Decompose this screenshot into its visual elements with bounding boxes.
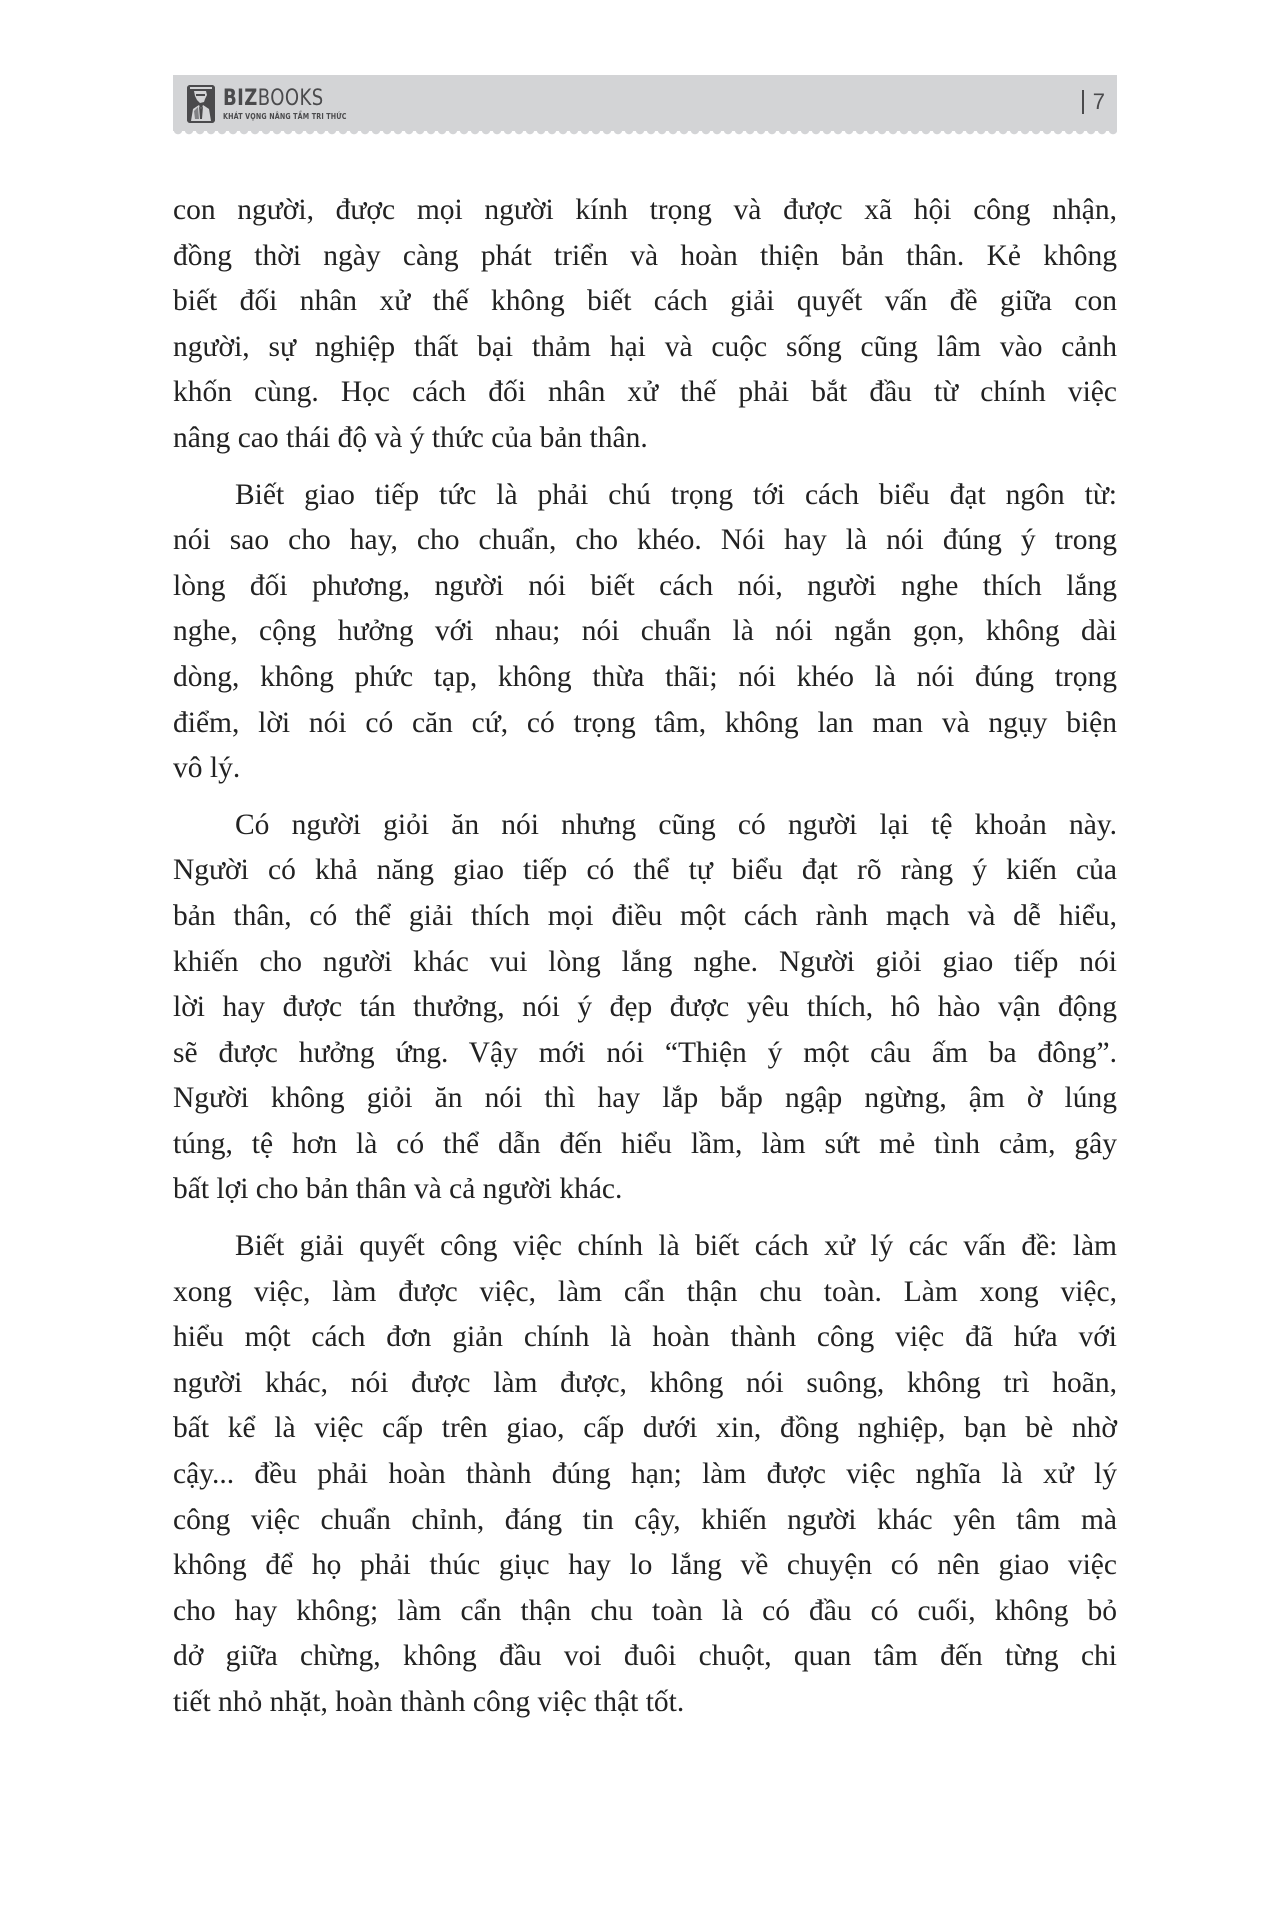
paragraph [173, 1224, 1117, 1726]
text-line: cậy... đều phải hoàn thành đúng hạn; làm được việc nghĩa là xử lý [173, 1458, 1117, 1491]
text-line: Người không giỏi ăn nói thì hay lắp bắp ngập ngừng, ậm ờ lúng [173, 1082, 1117, 1115]
text-line: bất kể là việc cấp trên giao, cấp dưới xin, đồng nghiệp, bạn bè nhờ [173, 1412, 1117, 1445]
brand-name-regular: BOOKS [257, 85, 324, 111]
page-number [1082, 89, 1105, 115]
text-line: sẽ được hưởng ứng. Vậy mới nói “Thiện ý một câu ấm ba đông”. [173, 1036, 1117, 1069]
brand-name [223, 87, 350, 111]
running-header [173, 75, 1117, 131]
paragraph [173, 188, 1117, 462]
text-line: con người, được mọi người kính trọng và được xã hội công nhận, [173, 194, 1117, 226]
bizbooks-logo [187, 81, 378, 127]
text-line: cho hay không; làm cẩn thận chu toàn là có đầu có cuối, không bỏ [173, 1594, 1117, 1627]
text-line: người khác, nói được làm được, không nói suông, không trì hoãn, [173, 1366, 1117, 1399]
text-line: vô lý. [173, 752, 241, 785]
text-line: Người có khả năng giao tiếp có thể tự biểu đạt rõ ràng ý kiến của [173, 854, 1117, 887]
text-line: điểm, lời nói có căn cứ, có trọng tâm, không lan man và ngụy biện [173, 706, 1117, 739]
paragraph [173, 473, 1117, 792]
text-line: Biết giải quyết công việc chính là biết cách xử lý các vấn đề: làm [235, 1230, 1117, 1263]
text-line: dở giữa chừng, không đầu voi đuôi chuột, quan tâm đến từng chi [173, 1640, 1117, 1673]
text-line: túng, tệ hơn là có thể dẫn đến hiểu lầm, làm sứt mẻ tình cảm, gây [173, 1127, 1117, 1160]
text-line: đồng thời ngày càng phát triển và hoàn thiện bản thân. Kẻ không [173, 239, 1117, 272]
text-line: bản thân, có thể giải thích mọi điều một cách rành mạch và dễ hiểu, [173, 899, 1117, 932]
paragraph [173, 803, 1117, 1213]
text-line: bất lợi cho bản thân và cả người khác. [173, 1173, 623, 1206]
text-line: không để họ phải thúc giục hay lo lắng về chuyện có nên giao việc [173, 1549, 1117, 1582]
text-line: khiến cho người khác vui lòng lắng nghe. Người giỏi giao tiếp nói [173, 945, 1117, 978]
text-line: công việc chuẩn chỉnh, đáng tin cậy, khiến người khác yên tâm mà [173, 1503, 1117, 1536]
book-reader-portrait-icon [187, 85, 215, 123]
page-number-divider [1082, 90, 1084, 114]
text-line: hiểu một cách đơn giản chính là hoàn thành công việc đã hứa với [173, 1321, 1117, 1354]
text-line: nghe, cộng hưởng với nhau; nói chuẩn là nói ngắn gọn, không dài [173, 615, 1117, 648]
brand-name-bold: BIZ [223, 85, 258, 111]
text-line: xong việc, làm được việc, làm cẩn thận chu toàn. Làm xong việc, [173, 1275, 1117, 1308]
text-line: dòng, không phức tạp, không thừa thãi; nói khéo là nói đúng trọng [173, 660, 1117, 693]
text-line: Biết giao tiếp tức là phải chú trọng tới cách biểu đạt ngôn từ: [235, 478, 1117, 511]
text-line: nói sao cho hay, cho chuẩn, cho khéo. Nói hay là nói đúng ý trong [173, 524, 1117, 557]
text-line: biết đối nhân xử thế không biết cách giải quyết vấn đề giữa con [173, 285, 1117, 318]
text-line: người, sự nghiệp thất bại thảm hại và cuộc sống cũng lâm vào cảnh [173, 330, 1117, 363]
text-line: khốn cùng. Học cách đối nhân xử thế phải bắt đầu từ chính việc [173, 376, 1117, 409]
body-text [173, 188, 1117, 1737]
text-line: tiết nhỏ nhặt, hoàn thành công việc thật tốt. [173, 1686, 685, 1718]
brand-tagline: KHÁT VỌNG NÂNG TẦM TRI THỨC [223, 111, 347, 121]
text-line: nâng cao thái độ và ý thức của bản thân. [173, 421, 648, 454]
text-line: Có người giỏi ăn nói nhưng cũng có người lại tệ khoản này. [235, 808, 1117, 841]
text-line: lời hay được tán thưởng, nói ý đẹp được yêu thích, hô hào vận động [173, 991, 1117, 1024]
page-number-value: 7 [1092, 89, 1105, 114]
text-line: lòng đối phương, người nói biết cách nói, người nghe thích lắng [173, 569, 1117, 602]
